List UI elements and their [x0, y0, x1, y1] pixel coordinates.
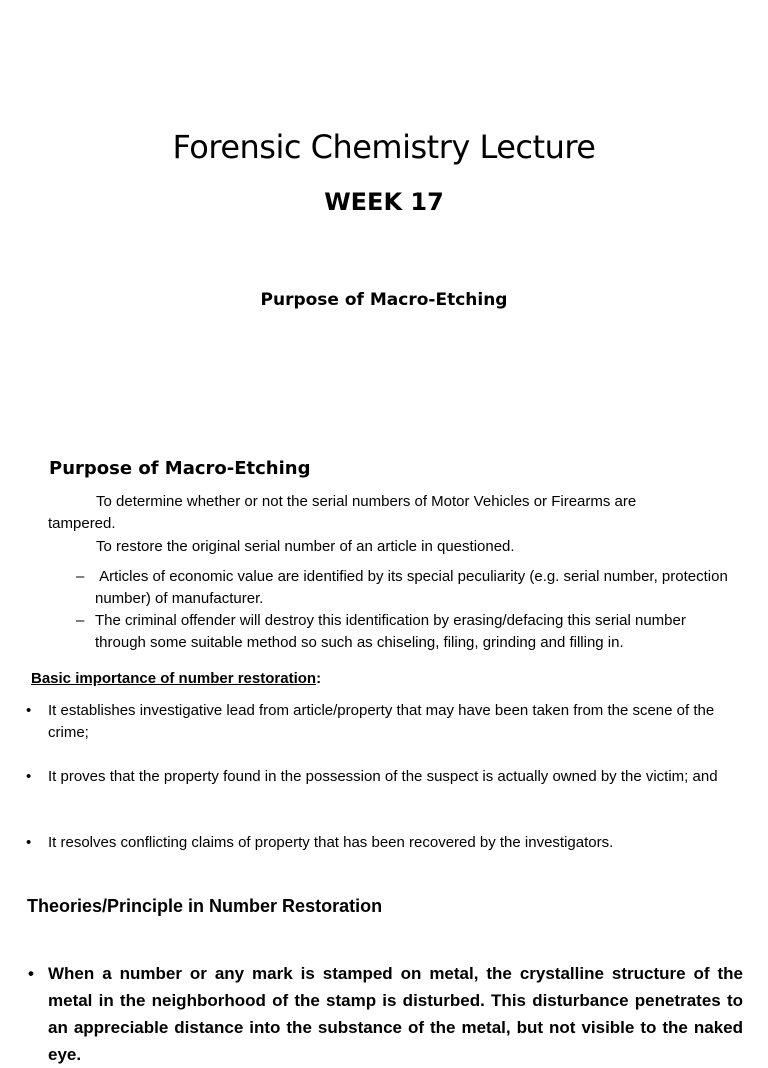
list-item-text: It resolves conflicting claims of property that has been recovered by the investigators.: [48, 834, 614, 851]
bullet-marker: •: [26, 702, 32, 719]
importance-heading-colon: :: [316, 670, 322, 687]
theory-paragraph: [28, 960, 743, 1068]
purpose-line-1-continued: tampered.: [48, 515, 116, 532]
purpose-line-2: To restore the original serial number of an article in questioned.: [96, 538, 515, 555]
dash-marker: –: [76, 568, 85, 585]
purpose-sub-list: [76, 566, 736, 654]
theory-paragraph-text: When a number or any mark is stamped on metal, the crystalline structure of the metal in the neighborhood of the stamp is disturbed. This disturbance penetrates to an appreciable distance into the substance of the metal, but not visible to the naked eye.: [48, 964, 743, 1064]
importance-heading: [31, 670, 321, 687]
bullet-marker: •: [26, 834, 32, 851]
importance-heading-text: Basic importance of number restoration: [31, 670, 317, 687]
purpose-paragraph-2: [48, 536, 738, 558]
list-item-text: The criminal offender will destroy this identification by erasing/defacing this serial number through some suitable method so such as chiseling, filing, grinding and filling in.: [95, 612, 686, 651]
week-label: WEEK 17: [324, 188, 444, 216]
document-subtitle: Purpose of Macro-Etching: [260, 290, 508, 310]
dash-marker: –: [76, 612, 85, 629]
list-item-text: It establishes investigative lead from article/property that may have been taken from the scene of the crime;: [48, 702, 715, 741]
bullet-marker: •: [28, 964, 34, 983]
list-item-text: It proves that the property found in the possession of the suspect is actually owned by the victim; and: [48, 768, 718, 785]
theories-heading: Theories/Principle in Number Restoration: [27, 896, 383, 916]
purpose-heading: Purpose of Macro-Etching: [49, 458, 311, 479]
bullet-marker: •: [26, 768, 32, 785]
list-item: [76, 610, 736, 654]
list-item: [26, 766, 738, 788]
purpose-line-1: To determine whether or not the serial numbers of Motor Vehicles or Firearms are: [96, 493, 637, 510]
list-item: [26, 700, 738, 744]
importance-list: [26, 700, 738, 744]
list-item: [26, 832, 738, 854]
list-item: [76, 566, 736, 610]
document-title: Forensic Chemistry Lecture: [172, 128, 596, 166]
purpose-paragraph-1: [48, 491, 738, 535]
importance-list-2: [26, 766, 738, 788]
list-item-text: Articles of economic value are identified by its special peculiarity (e.g. serial number, protection number) of manufacturer.: [95, 568, 732, 607]
importance-list-3: [26, 832, 738, 854]
